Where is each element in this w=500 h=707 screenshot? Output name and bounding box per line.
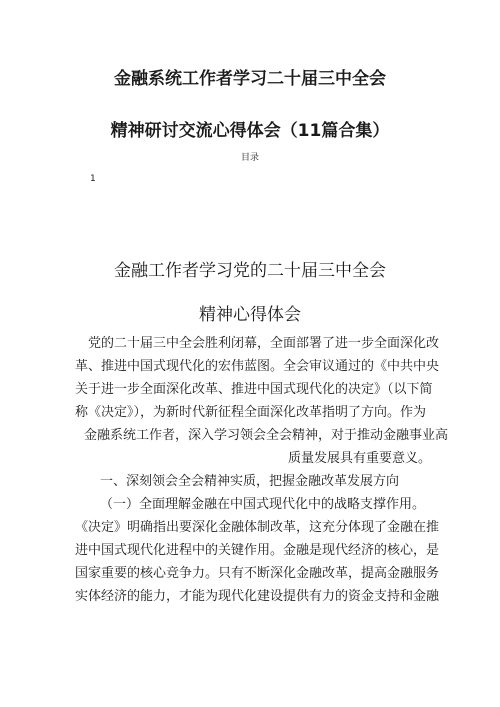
body-paragraph-line: 称《决定》），为新时代新征程全面深化改革指明了方向。作为 — [75, 405, 427, 420]
article-title-line-2: 精神心得体会 — [199, 305, 301, 325]
body-paragraph-line: 《决定》明确指出要深化金融体制改革，这充分体现了金融在推 — [75, 520, 440, 535]
table-of-contents-label: 目录 — [240, 153, 259, 163]
document-title-line-1: 金融系统工作者学习二十届三中全会 — [114, 69, 386, 89]
section-heading: 一、深刻领会全会精神实质，把握金融改革发展方向 — [100, 474, 400, 489]
body-paragraph-line: 革、推进中国式现代化的宏伟蓝图。全会审议通过的《中共中央 — [75, 359, 440, 374]
body-paragraph-line: 金融系统工作者，深入学习领会全会精神，对于推动金融事业高 — [84, 428, 449, 443]
subsection-heading: （一）全面理解金融在中国式现代化中的战略支撑作用。 — [100, 497, 426, 512]
body-paragraph-line: 质量发展具有重要意义。 — [288, 451, 432, 466]
body-paragraph-line: 实体经济的能力，才能为现代化建设提供有力的资金支持和金融 — [75, 589, 440, 604]
body-paragraph-line: 国家重要的核心竞争力。只有不断深化金融改革，提高金融服务 — [75, 566, 440, 581]
article-title-line-1: 金融工作者学习党的二十届三中全会 — [114, 261, 386, 281]
body-paragraph-line: 关于进一步全面深化改革、推进中国式现代化的决定》（以下简 — [75, 382, 433, 397]
body-paragraph-line: 党的二十届三中全会胜利闭幕，全面部署了进一步全面深化改 — [88, 336, 440, 351]
toc-entry-number: 1 — [90, 174, 96, 184]
body-paragraph-line: 进中国式现代化进程中的关键作用。金融是现代经济的核心，是 — [75, 543, 440, 558]
document-title-line-2: 精神研讨交流心得体会（11篇合集） — [110, 121, 390, 141]
